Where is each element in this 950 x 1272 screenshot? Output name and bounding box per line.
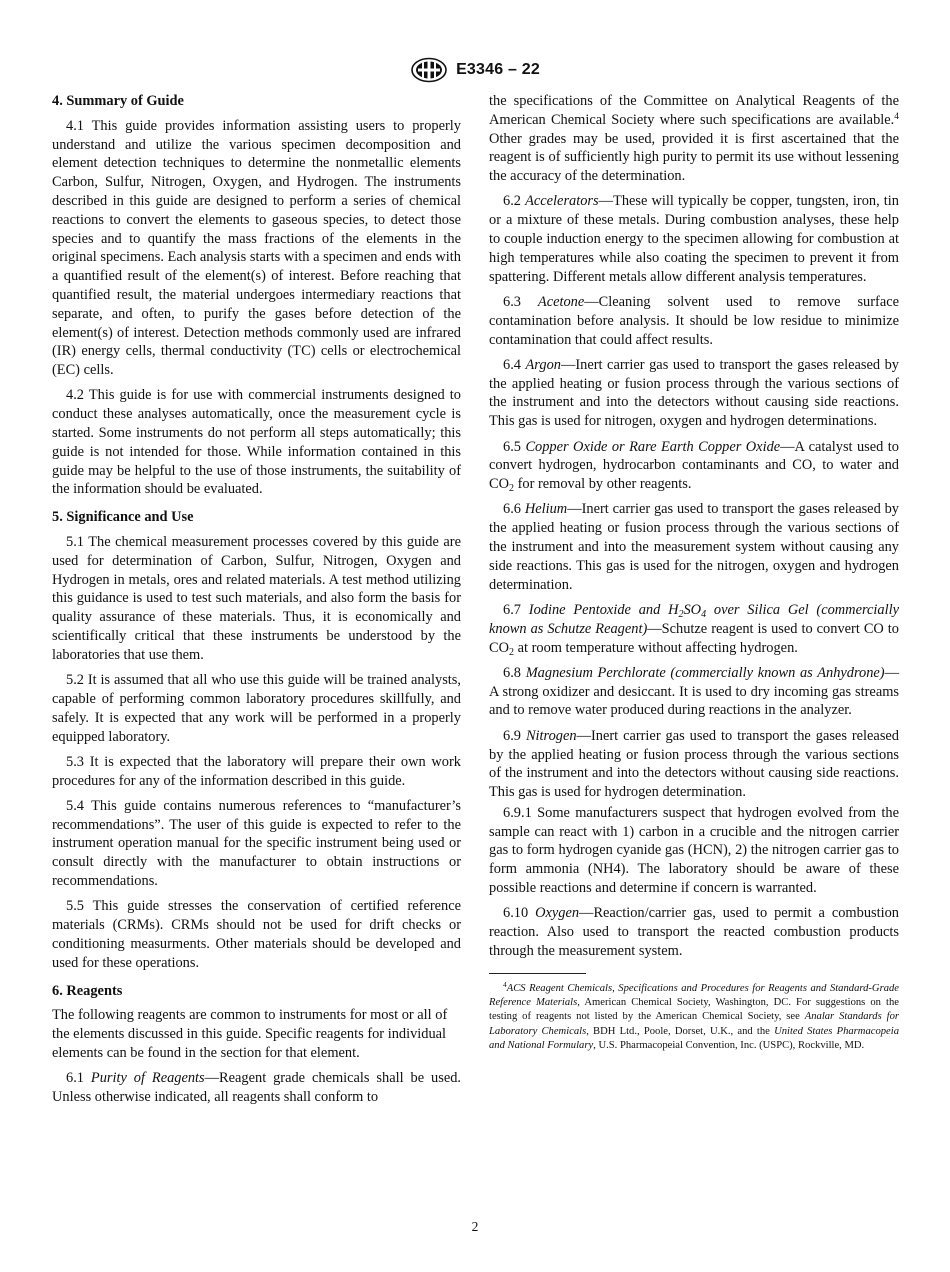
- page-header: [0, 56, 950, 84]
- paragraph-5-3: 5.3 It is expected that the laboratory will prepare their own work procedures for any of the information described in this guide.: [52, 753, 461, 789]
- paragraph-5-4: 5.4 This guide contains numerous references to “manufacturer’s recommendations”. The user of this guide is expected to refer to the instrument operation manual for the specific instrument being used or consult directly with the manufacturer to obtain instructions or recommendations.: [52, 797, 461, 890]
- paragraph-6-4: 6.4 Argon—Inert carrier gas used to transport the gases released by the applied heating or fusion process through the various sections of the instrument and into the detectors without causing side reactions. This gas is used for nitrogen, oxygen and hydrogen determinations.: [489, 356, 899, 430]
- paragraph-5-1: 5.1 The chemical measurement processes covered by this guide are used for determination of Carbon, Sulfur, Nitrogen, Oxygen and Hydrogen in metals, ores and related materials. A test method utilizing this guidance is used to test such materials, and also form the basis for quality assurance of these materials. Thus, it is economically and scientifically critical that these instruments be understood by the laboratories that use them.: [52, 534, 461, 663]
- page-number: 2: [471, 1219, 479, 1234]
- paragraph-5-5: 5.5 This guide stresses the conservation of certified reference materials (CRMs). CRMs should not be used for drift checks or conditioning measurments. Other materials should be developed and used for these operations.: [52, 898, 461, 971]
- footnote-divider: [489, 973, 586, 974]
- paragraph-6-10: 6.10 Oxygen—Reaction/carrier gas, used to permit a combustion reaction. Also used to transport the reacted combustion products through the measurement system.: [489, 905, 899, 959]
- continued-text: the specifications of the Committee on Analytical Reagents of the American Chemical Society where such specifications are available.: [489, 93, 899, 128]
- paragraph-6-9-1: 6.9.1 Some manufacturers suspect that hydrogen evolved from the sample can react with 1) carbon in a crucible and the nitrogen carrier gas to form hydrogen cyanide gas (HCN), 2) the nitrogen carrier gas to form ammonia (NH4). The laboratory should be aware of these possible reactions and determine if concern is warranted.: [489, 804, 899, 897]
- paragraph-6-9: 6.9 Nitrogen—Inert carrier gas used to transport the gases released by the applied heating or fusion process through the various sections of the instrument and into the detectors without causing side reactions. This gas is used for hydrogen determination.: [489, 727, 899, 801]
- paragraph-6-1-continued: the specifications of the Committee on Analytical Reagents of the American Chemical Society where such specifications are available.$^4$ Other grades may be used, provided it is first ascertained that the reagent is of sufficiently high purity to permit its use without lessening the accuracy of the determination.: [489, 93, 899, 185]
- left-column: [52, 92, 461, 1113]
- footnote-ref-4[interactable]: 4: [894, 111, 899, 122]
- paragraph-6-7: 6.7 Iodine Pentoxide and $H_2SO_4$ over Silica Gel (commercially known as Schutze Reagent)—Schutze reagent is used to convert CO to $CO_2$ at room temperature without affecting hydrogen.: [489, 601, 899, 658]
- paragraph-6-6: 6.6 Helium—Inert carrier gas used to transport the gases released by the applied heating or fusion process through the various sections of the instrument and into the measurement system without causing any side reactions. This gas is used for the nitrogen, oxygen and hydrogen determination.: [489, 501, 899, 593]
- paragraph-4-1: 4.1 This guide provides information assisting users to properly understand and utilize the various specimen decomposition and element detection techniques to determine the nonmetallic elements Carbon, Sulfur, Nitrogen, Oxygen, and Hydrogen. The instruments described in this guide are designed to perform a series of chemical reactions to convert the elements to gaseous species, to detect those species and to quantify the mass fractions of the elements in the original specimens. Each analysis starts with a specimen and ends with a quantified result of the element(s) of interest. Before reaching that quantified result, the material undergoes intermediary reactions that separate, and often, to purify the gases before detection of the element(s) of interest. Detection methods commonly used are infrared (IR) energy cells, thermal conductivity (TC) cells or electrochemical (EC) cells.: [52, 117, 461, 379]
- paragraph-6-5: 6.5 Copper Oxide or Rare Earth Copper Oxide—A catalyst used to convert hydrogen, hydrocarbon contaminants and CO, to water and $CO_2$ for removal by other reagents.: [489, 438, 899, 495]
- footnote-4: $^4$ACS Reagent Chemicals, Specifications and Procedures for Reagents and Standard-Grade Reference Materials, American Chemical Society, Washington, DC. For suggestions on the testing of reagents not listed by the American Chemical Society, see Analar Standards for Laboratory Chemicals, BDH Ltd., Poole, Dorset, U.K., and the United States Pharmacopeia and National Formulary, U.S. Pharmacopeial Convention, Inc. (USPC), Rockville, MD.: [489, 979, 900, 1051]
- paragraph-6-3: 6.3 Acetone—Cleaning solvent used to remove surface contamination before analysis. It should be low residue to minimize contamination that could affect results.: [489, 293, 899, 348]
- paragraph-4-2: 4.2 This guide is for use with commercial instruments designed to conduct these analyses automatically, once the measurement cycle is started. Some instruments do not perform all steps automatically; this guide is not intended for those. While information contained in this guide may be helpful to the use of those instruments, the suitability of the information should be evaluated.: [52, 387, 461, 498]
- section-heading-significance: 5. Significance and Use: [52, 509, 194, 526]
- standard-designation: E3346 – 22: [456, 61, 540, 78]
- paragraph-6-2: 6.2 Accelerators—These will typically be copper, tungsten, iron, tin or a mixture of these metals. During combustion analyses, these help to couple induction energy to the specimen allowing for combustion at high temperatures while also coating the specimen to prevent it from spattering. Different metals allow different analysis temperatures.: [489, 193, 900, 285]
- section-heading-reagents: 6. Reagents: [52, 982, 123, 999]
- reagents-intro: The following reagents are common to instruments for most or all of the elements discussed in this guide. Specific reagents for individual elements can be found in the section for that element.: [52, 1007, 448, 1061]
- paragraph-6-1: 6.1 Purity of Reagents—Reagent grade chemicals shall be used. Unless otherwise indicated, all reagents shall conform to: [52, 1070, 461, 1106]
- paragraph-6-8: 6.8 Magnesium Perchlorate (commercially known as Anhydrone)—A strong oxidizer and desiccant. It is used to dry incoming gas streams and to remove water produced during reactions in the analyzer.: [489, 664, 899, 719]
- paragraph-5-2: 5.2 It is assumed that all who use this guide will be trained analysts, capable of performing common laboratory procedures skillfully, and safely. It is expected that any work will be performed in a properly equipped laboratory.: [52, 672, 461, 745]
- astm-logo-icon: [410, 57, 448, 83]
- right-column: [489, 92, 899, 1053]
- section-heading-summary: 4. Summary of Guide: [52, 93, 184, 109]
